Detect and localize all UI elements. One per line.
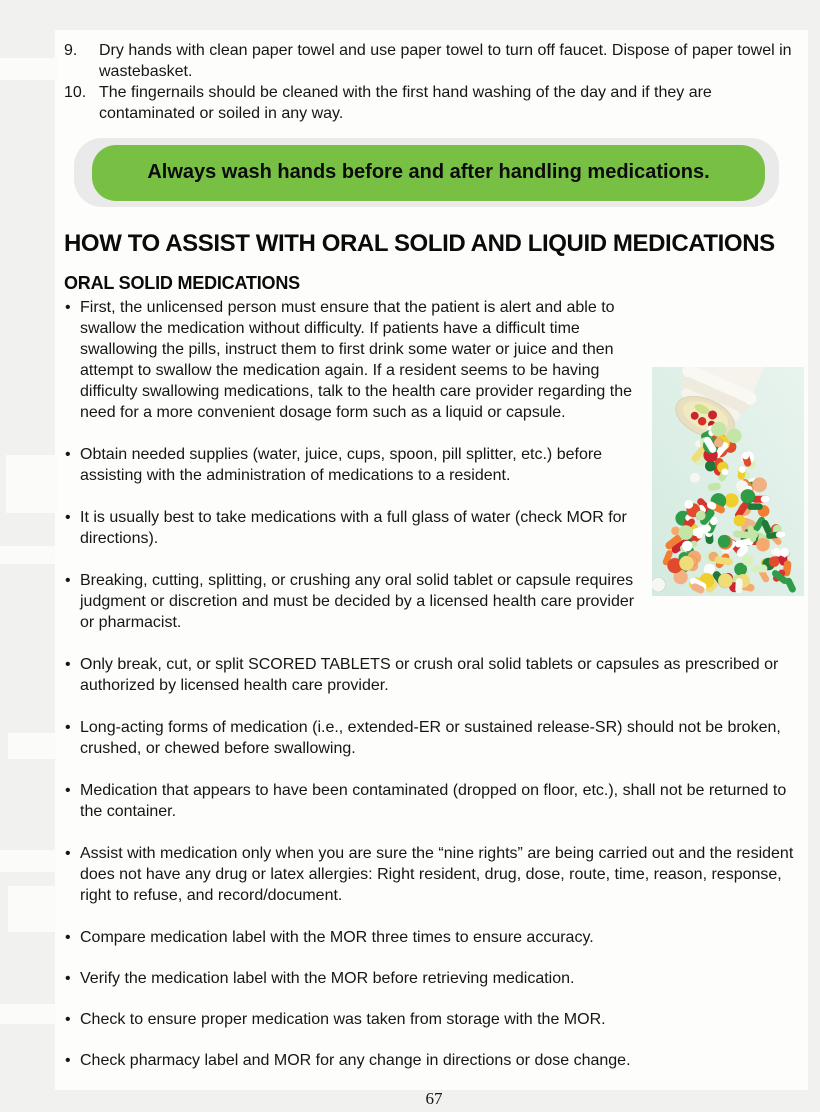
bullet-text: It is usually best to take medications with a full glass of water (check MOR for directions).: [80, 509, 627, 547]
document-content: [64, 40, 804, 1109]
bullet-text: Verify the medication label with the MOR before retrieving medication.: [80, 970, 575, 987]
scan-artifact: [0, 1004, 56, 1024]
bullet-text: Long-acting forms of medication (i.e., extended-ER or sustained release-SR) should not be broken, crushed, or chewed before swallowing.: [80, 719, 781, 757]
numbered-item-9: [64, 40, 804, 82]
scan-artifact: [8, 886, 56, 932]
list-item: [64, 927, 804, 948]
scan-artifact: [0, 850, 56, 872]
scan-artifact: [0, 546, 55, 564]
scan-artifact: [0, 58, 58, 80]
list-item: [64, 297, 804, 423]
bullet-text: First, the unlicensed person must ensure that the patient is alert and able to swallow the medication without difficulty. If patients have a difficult time swallowing the pills, instruct them to first drink some water or juice and then attempt to swallow the medication again. If a resident seems to be having difficulty swallowing medications, talk to the health care provider regarding the need for a more convenient dosage form such as a liquid or capsule.: [80, 299, 632, 421]
bullet-text: Compare medication label with the MOR three times to ensure accuracy.: [80, 929, 594, 946]
bullet-text: Breaking, cutting, splitting, or crushing any oral solid tablet or capsule requires judgment or discretion and must be decided by a licensed health care provider or pharmacist.: [80, 572, 635, 631]
list-item: [64, 717, 804, 759]
list-item: [64, 843, 804, 906]
numbered-item-10: [64, 82, 804, 124]
scan-artifact: [6, 455, 58, 513]
bullet-text: Medication that appears to have been contaminated (dropped on floor, etc.), shall not be returned to the container.: [80, 782, 787, 820]
item-text: Dry hands with clean paper towel and use paper towel to turn off faucet. Dispose of paper towel in wastebasket.: [99, 42, 792, 80]
list-item: [64, 654, 804, 696]
handwash-banner-frame: [74, 138, 779, 207]
bullet-text: Check to ensure proper medication was taken from storage with the MOR.: [80, 1011, 606, 1028]
item-number: 9.: [64, 42, 78, 59]
handwash-banner: Always wash hands before and after handling medications.: [92, 145, 765, 201]
list-item: [64, 780, 804, 822]
list-item: [64, 1009, 804, 1030]
list-item: [64, 1050, 804, 1071]
page-number: 67: [425, 1089, 443, 1108]
bullet-text: Obtain needed supplies (water, juice, cups, spoon, pill splitter, etc.) before assisting with the administration of medications to a resident.: [80, 446, 603, 484]
section-heading: HOW TO ASSIST WITH ORAL SOLID AND LIQUID MEDICATIONS: [64, 230, 775, 257]
list-item: [64, 570, 804, 633]
bullet-text: Check pharmacy label and MOR for any change in directions or dose change.: [80, 1052, 631, 1069]
subsection-heading: ORAL SOLID MEDICATIONS: [64, 273, 300, 293]
scan-artifact: [8, 733, 56, 759]
list-item: [64, 444, 804, 486]
bullet-text: Only break, cut, or split SCORED TABLETS or crush oral solid tablets or capsules as prescribed or authorized by licensed health care provider.: [80, 656, 779, 694]
bullet-text: Assist with medication only when you are sure the “nine rights” are being carried out and the resident does not have any drug or latex allergies: Right resident, drug, dose, route, time, reason, response, right to refuse, and record/document.: [80, 845, 794, 904]
list-item: [64, 968, 804, 989]
list-item: [64, 507, 804, 549]
item-number: 10.: [64, 84, 87, 101]
item-text: The fingernails should be cleaned with the first hand washing of the day and if they are contaminated or soiled in any way.: [99, 84, 712, 122]
